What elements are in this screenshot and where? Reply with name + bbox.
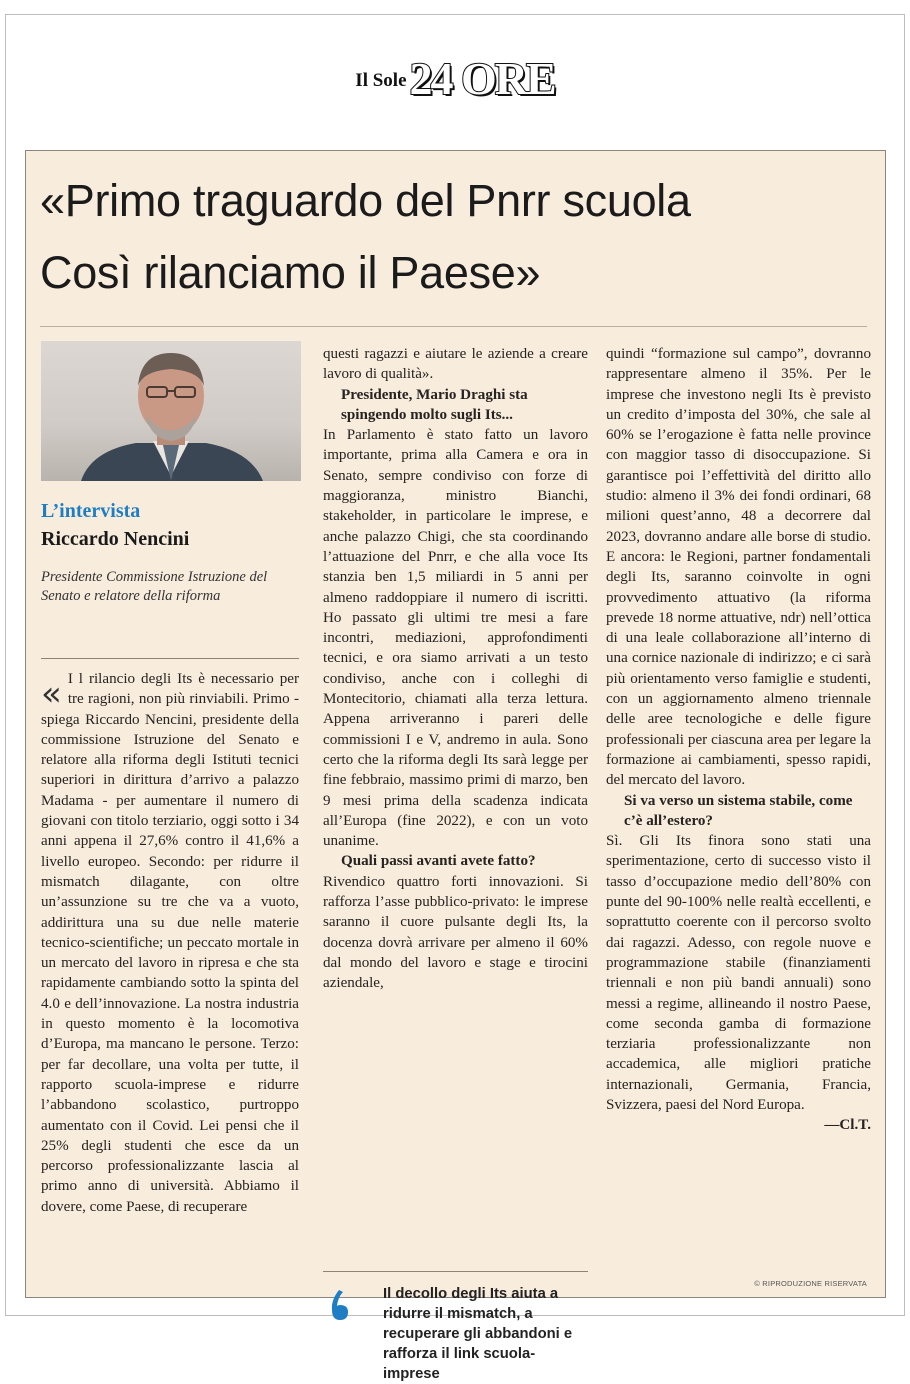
article-paragraph-1	[41, 669, 299, 1217]
headline-line-1: «Primo traguardo del Pnrr scuola	[40, 175, 691, 226]
article	[25, 150, 886, 1382]
question-2: Quali passi avanti avete fatto?	[341, 853, 536, 870]
logo-24-ore: 24 ORE	[409, 53, 555, 104]
article-paragraph-3: In Parlamento è stato fatto un lavoro importante, prima alla Camera e ora in Senato, sempre condiviso con forze di maggioranza, ministro Bianchi, stakeholder, in particolare le imprese, e anche palazzo Chigi, che sta coordinando l’attuazione del Pnrr, e che alla voce Its stanzia ben 1,5 miliardi in 5 anni per almeno raddoppiare il numero di iscritti. Ho passato gli ultimi tre mesi a fare incontri, mediazioni, approfondimenti tecnici, e ora siamo arrivati a un testo condiviso, anche con i colleghi di Montecitorio, chiamati alla terza lettura. Appena arriveranno i pareri delle commissioni I e V, andremo in aula. Sono certo che la riforma degli Its sarà legge per fine febbraio, massimo primi di marzo, ben 9 mesi prima della scadenza indicata all’Europa (fine 2022), e con un voto unanime.	[323, 427, 588, 850]
logo-il-sole: Il Sole	[355, 70, 407, 91]
author-role: Presidente Commissione Istruzione del Senato e relatore della riforma	[41, 569, 268, 604]
kicker-intervista: L’intervista	[41, 500, 141, 522]
portrait-illustration	[41, 341, 301, 481]
pull-quote	[323, 1271, 588, 1384]
column-1	[41, 341, 299, 1217]
headline-divider	[40, 326, 867, 327]
question-3: Si va verso un sistema stabile, come c’è all’estero?	[624, 792, 853, 829]
headline	[40, 165, 870, 309]
copyright-notice: © RIPRODUZIONE RISERVATA	[754, 1279, 867, 1288]
pull-quote-text: Il decollo degli Its aiuta a ridurre il mismatch, a recuperare gli abbandoni e rafforza il link scuola-imprese	[383, 1286, 573, 1382]
author-photo	[41, 341, 301, 481]
article-paragraph-4: Rivendico quattro forti innovazioni. Si rafforza l’asse pubblico-privato: le imprese saranno il cuore pulsante degli Its, la docenza dovrà arrivare per almeno il 60% dal mondo del lavoro e stage e tirocini aziendale,	[323, 873, 588, 992]
author-name: Riccardo Nencini	[41, 528, 190, 550]
author-signature: —Cl.T.	[824, 1117, 871, 1134]
article-text-col1: I l rilancio degli Its è necessario per tre ragioni, non più rinviabili. Primo - spiega Riccardo Nencini, presidente della commissione Istruzione del Senato e relatore alla riforma degli Istituti tecnici superiori in dirittura d’arrivo a palazzo Madama - per aumentare il numero di giovani con titolo terziario, oggi sotto i 34 anni appena il 27,6% contro il 41,6% a livello europeo. Secondo: per ridurre il mismatch dilagante, con oltre un’assunzione su tre che va a vuoto, addirittura una su due nelle materie tecnico-scientifiche; un peccato mortale in un mercato del lavoro in ripresa e che sta rapidamente cambiando sotto la spinta del 4.0 e dell’innovazione. La nostra industria in questo momento è la locomotiva d’Europa, ma mancano le persone. Terzo: per far decollare, una volta per tutte, il rapporto scuola-imprese e ridurre l’abbandono scolastico, purtroppo aumentato con il Covid. Lei pensi che il 25% degli studenti che esce da un percorso professionalizzante lascia al primo anno di università. Abbiamo il dovere, come Paese, di recuperare	[41, 671, 299, 1215]
masthead-logo	[0, 52, 910, 105]
column-3	[606, 344, 871, 1136]
article-paragraph-5: quindi “formazione sul campo”, dovranno rappresentare almeno il 35%. Per le imprese che investono negli Its è previsto un credito d’imposta del 30%, che sale al 60% se l’erogazione è fatta nelle province con maggior tasso di disoccupazione. Si garantisce poi l’effettività del diritto allo studio: almeno il 3% dei fondi ordinari, 68 milioni quest’anno, 48 a decorrere dal 2023, dovranno andare alle borse di studio. E ancora: le Regioni, partner fondamentali degli Its, saranno coinvolte in ogni provvedimento attuativo (la riforma prevede 18 norme attuative, ndr) nell’ottica di una leale collaborazione all’interno di una cornice nazionale di indirizzo; e ci sarà più orientamento verso famiglie e studenti, con un aggiornamento almeno triennale delle aree tecnologiche e delle figure professionali per ciascuna area per legare la formazione ai cambiamenti, spesso rapidi, del mercato del lavoro.	[606, 346, 871, 789]
dropcap-quote-icon: «	[41, 674, 62, 714]
question-1: Presidente, Mario Draghi sta spingendo molto sugli Its...	[341, 386, 528, 423]
article-paragraph-2: questi ragazzi e aiutare le aziende a creare lavoro di qualità».	[323, 346, 588, 383]
article-paragraph-6: Sì. Gli Its finora sono stati una sperimentazione, certo di successo visto il tasso d’occupazione medio dell’80% con punte del 90-100% nelle realtà eccellenti, e soprattutto coerente con il percorso svolto dai ragazzi. Adesso, con regole nuove e programmazione stabile (finanziamenti triennali e non più bandi annuali) sono messi a regime, allineando il nostro Paese, come seconda gamba di formazione terziaria professionalizzante non accademica, alle migliori pratiche internazionali, Germania, Francia, Svizzera, paesi del Nord Europa.	[606, 833, 871, 1113]
column-1-divider	[41, 658, 299, 659]
column-2	[323, 344, 588, 994]
quote-mark-icon	[326, 1286, 352, 1328]
headline-line-2: Così rilanciamo il Paese»	[40, 247, 541, 298]
